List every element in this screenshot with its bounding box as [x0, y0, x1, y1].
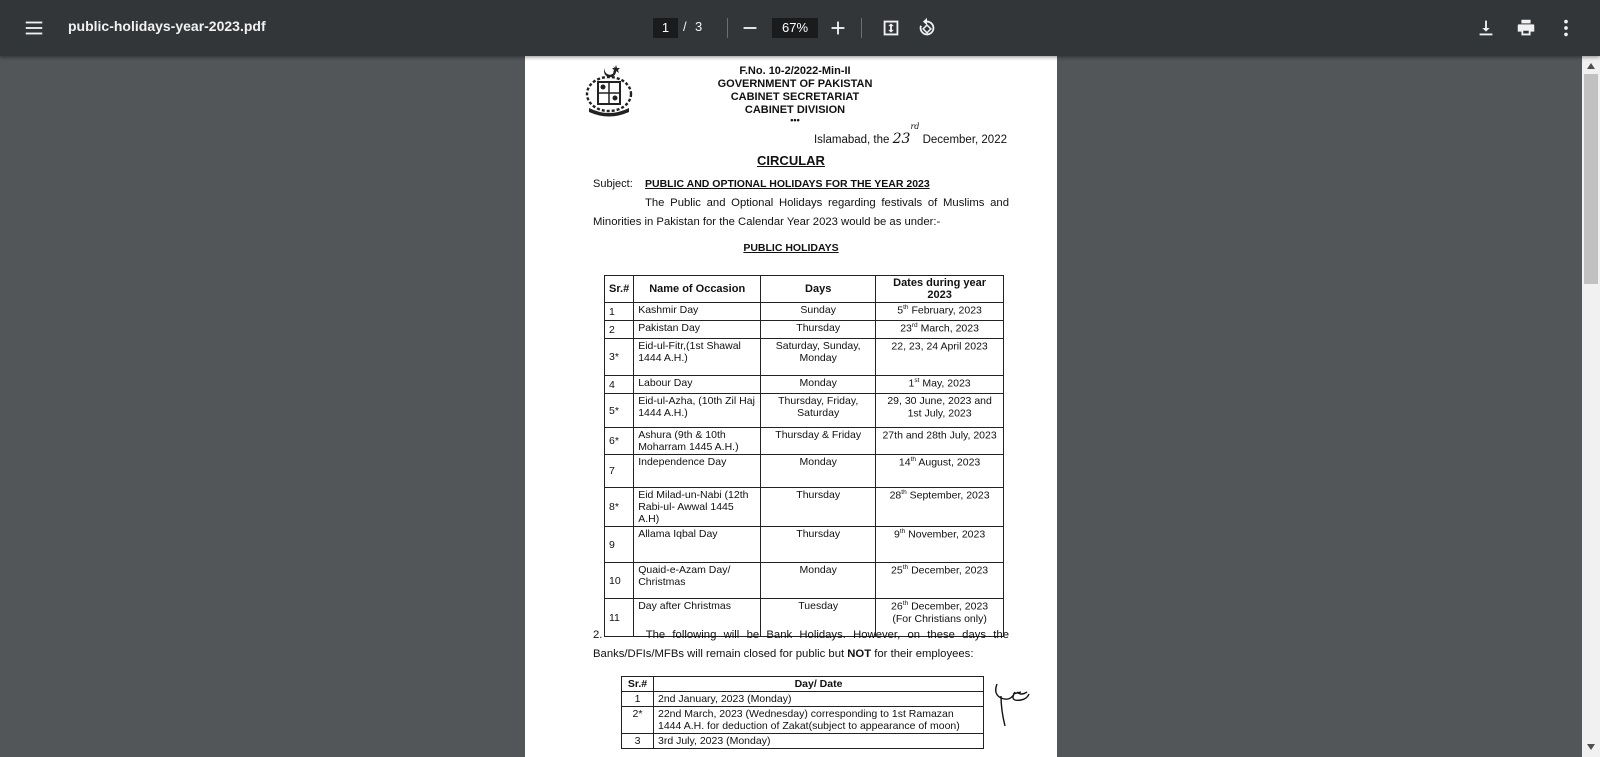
holiday-date-rest: February, 2023	[908, 304, 982, 317]
holiday-date-main: 9	[893, 528, 900, 541]
scroll-up-arrow-icon[interactable]	[1582, 58, 1600, 74]
pdf-page	[525, 56, 1057, 757]
table-row	[605, 394, 1004, 428]
holiday-date	[876, 428, 1004, 455]
bank-sr: 3	[622, 734, 654, 749]
bank-day: 2nd January, 2023 (Monday)	[654, 692, 984, 707]
holiday-days: Thursday	[761, 527, 876, 563]
bank-day: 22nd March, 2023 (Wednesday) corresponding to 1st Ramazan 1444 A.H. for deduction of Zakat(subject to appearance of moon)	[654, 707, 984, 734]
holiday-name: Quaid-e-Azam Day/ Christmas	[634, 563, 761, 599]
holiday-date	[876, 303, 1004, 321]
holiday-days: Tuesday	[761, 599, 876, 637]
bank-day: 3rd July, 2023 (Monday)	[654, 734, 984, 749]
holiday-sr: 7	[605, 455, 634, 488]
holiday-date	[876, 455, 1004, 488]
place-suffix: December, 2022	[922, 134, 1007, 146]
bank-holidays-table	[621, 676, 984, 749]
holiday-date-rest: December, 2023 (For Christians only)	[892, 600, 989, 625]
holiday-name: Eid Milad-un-Nabi (12th Rabi-ul- Awwal 1445 A.H)	[634, 488, 761, 527]
holiday-sr: 5*	[605, 394, 634, 428]
holiday-days: Thursday & Friday	[761, 428, 876, 455]
table-row	[605, 428, 1004, 455]
download-icon[interactable]	[1468, 10, 1504, 46]
secretariat-heading: CABINET SECRETARIAT	[730, 91, 860, 103]
page-separator: /	[683, 19, 687, 34]
table-header-days: Days	[761, 276, 876, 303]
holiday-date-main: 1	[908, 377, 915, 390]
bank-holidays-paragraph	[593, 626, 1009, 664]
holiday-sr: 1	[605, 303, 634, 321]
table-row	[605, 527, 1004, 563]
holiday-date	[876, 488, 1004, 527]
holiday-date-rest: May, 2023	[919, 377, 971, 390]
handwritten-day-suffix: rd	[910, 122, 920, 131]
holiday-date-rest: August, 2023	[916, 456, 981, 469]
holiday-date-main: 27th and 28th July, 2023	[882, 429, 997, 442]
holiday-date-main: 23	[900, 322, 912, 335]
holiday-name: Kashmir Day	[634, 303, 761, 321]
handwritten-day: 23	[892, 131, 911, 147]
holiday-sr: 3*	[605, 339, 634, 376]
paragraph-text-end: for their employees:	[871, 648, 974, 660]
intro-paragraph: The Public and Optional Holidays regarding festivals of Muslims and Minorities in Pakistan for the Calendar Year 2023 would be as under:-	[593, 197, 1009, 228]
hamburger-menu-icon[interactable]	[16, 10, 52, 46]
page-number-input[interactable]	[653, 18, 678, 38]
place-prefix: Islamabad, the	[813, 134, 890, 146]
table-row	[605, 376, 1004, 394]
holiday-date-rest: March, 2023	[917, 322, 979, 335]
holiday-date-main: 29, 30 June, 2023 and 1st July, 2023	[887, 395, 992, 420]
paragraph-text: The following will be Bank Holidays. However, on these days the Banks/DFIs/MFBs will remain closed for public but	[593, 629, 1009, 660]
holiday-date-suffix: th	[899, 528, 906, 535]
holiday-days: Thursday, Friday, Saturday	[761, 394, 876, 428]
table-row	[605, 488, 1004, 527]
place-date	[814, 122, 1007, 147]
table-row	[605, 321, 1004, 339]
holiday-name: Ashura (9th & 10th Moharram 1445 A.H.)	[634, 428, 761, 455]
more-options-icon[interactable]	[1548, 10, 1584, 46]
holiday-date-main: 28	[889, 489, 902, 502]
holiday-name: Labour Day	[634, 376, 761, 394]
bank-header-sr: Sr.#	[622, 677, 654, 692]
holiday-days: Monday	[761, 455, 876, 488]
holiday-sr: 4	[605, 376, 634, 394]
holiday-name: Pakistan Day	[634, 321, 761, 339]
subject-label: Subject:	[593, 178, 633, 190]
zoom-in-icon[interactable]	[820, 10, 856, 46]
table-header-name: Name of Occasion	[634, 276, 761, 303]
holiday-name: Eid-ul-Fitr,(1st Shawal 1444 A.H.)	[634, 339, 761, 376]
holiday-date-rest: November, 2023	[905, 528, 986, 541]
holiday-date-main: 22, 23, 24 April 2023	[891, 340, 988, 353]
holiday-name: Allama Iqbal Day	[634, 527, 761, 563]
holiday-name: Eid-ul-Azha, (10th Zil Haj 1444 A.H.)	[634, 394, 761, 428]
subject-title: PUBLIC AND OPTIONAL HOLIDAYS FOR THE YEAR 2023	[645, 178, 930, 190]
bank-table-row	[622, 734, 984, 749]
holiday-sr: 8*	[605, 488, 634, 527]
print-icon[interactable]	[1508, 10, 1544, 46]
holiday-date-suffix: th	[910, 456, 917, 463]
table-header-dates: Dates during year 2023	[876, 276, 1004, 303]
scroll-down-arrow-icon[interactable]	[1582, 739, 1600, 755]
header-dots: •••	[790, 115, 800, 125]
holiday-date-main: 5	[897, 304, 904, 317]
toolbar-divider	[727, 18, 728, 38]
paragraph-number: 2.	[593, 629, 603, 641]
holiday-date	[876, 563, 1004, 599]
table-row	[605, 339, 1004, 376]
holiday-date-main: 26	[891, 600, 903, 613]
holiday-days: Thursday	[761, 488, 876, 527]
holiday-sr: 11	[605, 599, 634, 637]
holiday-sr: 6*	[605, 428, 634, 455]
table-row	[605, 563, 1004, 599]
paragraph-emphasis: NOT	[847, 648, 872, 660]
holiday-date	[876, 321, 1004, 339]
holiday-days: Thursday	[761, 321, 876, 339]
holiday-sr: 10	[605, 563, 634, 599]
table-row	[605, 303, 1004, 321]
government-emblem	[583, 62, 635, 120]
holiday-date-suffix: rd	[911, 322, 918, 329]
bank-header-day: Day/ Date	[654, 677, 984, 692]
government-heading: GOVERNMENT OF PAKISTAN	[717, 78, 873, 90]
bank-sr: 1	[622, 692, 654, 707]
table-header-sr: Sr.#	[605, 276, 634, 303]
zoom-level-input[interactable]: 67%	[772, 18, 818, 38]
holiday-date-main: 14	[898, 456, 911, 469]
holiday-sr: 2	[605, 321, 634, 339]
signature-image	[991, 678, 1031, 730]
bank-sr: 2*	[622, 707, 654, 734]
page-total: 3	[695, 19, 703, 34]
holiday-date	[876, 376, 1004, 394]
holiday-date-rest: December, 2023	[908, 564, 989, 577]
division-heading: CABINET DIVISION	[744, 104, 846, 116]
holiday-date-suffix: st	[914, 377, 920, 384]
bank-table-row	[622, 692, 984, 707]
rotate-icon[interactable]	[909, 10, 945, 46]
public-holidays-table	[604, 275, 1004, 637]
holiday-date-suffix: th	[902, 564, 909, 571]
file-number: F.No. 10-2/2022-Min-II	[739, 65, 851, 77]
holiday-days: Monday	[761, 376, 876, 394]
holiday-name: Independence Day	[634, 455, 761, 488]
document-title: public-holidays-year-2023.pdf	[68, 18, 266, 34]
table-row	[605, 455, 1004, 488]
holiday-date	[876, 339, 1004, 376]
circular-heading: CIRCULAR	[757, 153, 825, 168]
toolbar-divider	[861, 18, 862, 38]
holiday-date-main: 25	[891, 564, 903, 577]
bank-table-row	[622, 707, 984, 734]
holiday-date-suffix: th	[902, 600, 909, 607]
holiday-sr: 9	[605, 527, 634, 563]
holiday-days: Monday	[761, 563, 876, 599]
holiday-date-suffix: th	[901, 489, 907, 496]
holiday-days: Sunday	[761, 303, 876, 321]
scrollbar-thumb[interactable]	[1584, 74, 1598, 284]
pdf-toolbar	[0, 0, 1600, 56]
zoom-out-icon[interactable]	[732, 10, 768, 46]
holiday-name: Day after Christmas	[634, 599, 761, 637]
fit-page-icon[interactable]	[873, 10, 909, 46]
holiday-date-rest: September, 2023	[906, 489, 990, 502]
holiday-days: Saturday, Sunday, Monday	[761, 339, 876, 376]
holiday-date-suffix: th	[903, 304, 909, 311]
holiday-date	[876, 394, 1004, 428]
public-holidays-heading: PUBLIC HOLIDAYS	[743, 242, 839, 254]
holiday-date	[876, 527, 1004, 563]
vertical-scrollbar[interactable]	[1582, 56, 1600, 757]
